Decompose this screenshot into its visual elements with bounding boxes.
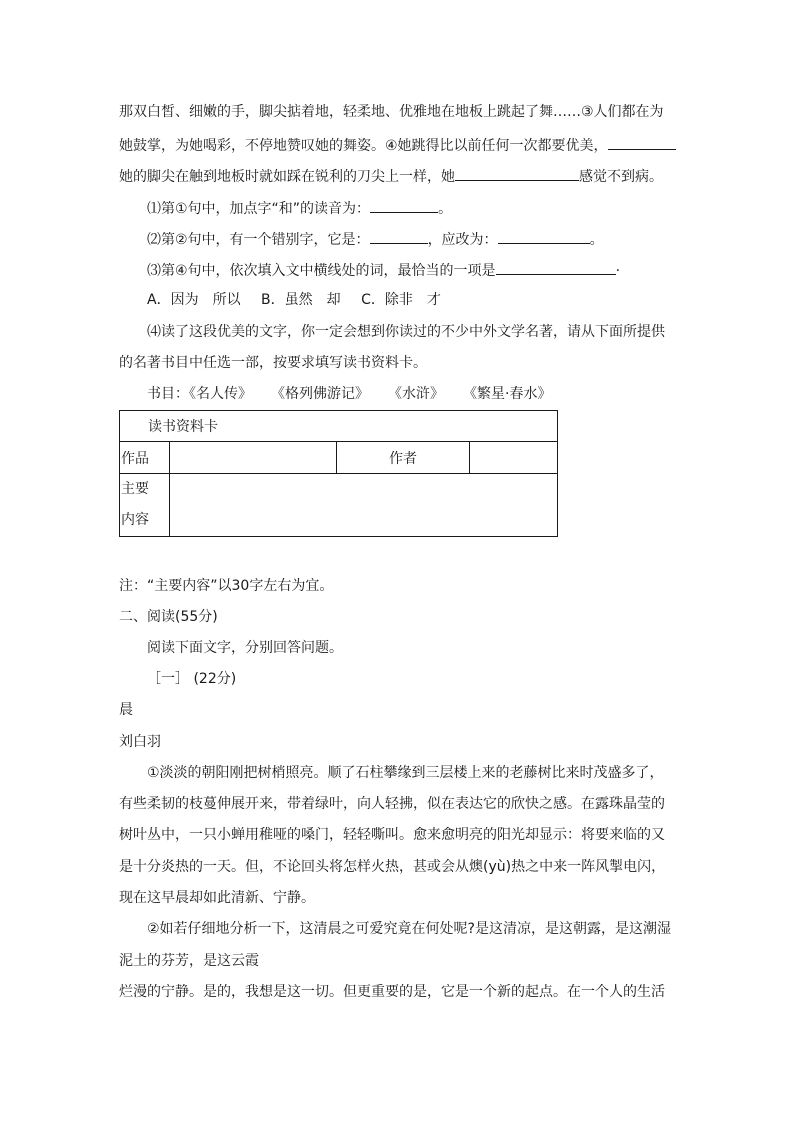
question-1 — [147, 197, 452, 217]
question-3 — [147, 259, 620, 279]
section-heading: 二、阅读(55分) — [119, 609, 218, 625]
question-1-blank[interactable] — [370, 197, 438, 213]
work-label: 作品 — [120, 442, 170, 474]
question-3-blank[interactable] — [496, 259, 616, 275]
passage-line-3 — [119, 165, 663, 185]
book-item: 《格列佛游记》 — [278, 386, 369, 402]
question-2-blank-b[interactable] — [498, 228, 590, 244]
question-2-mid: ，应改为： — [427, 232, 498, 248]
author-input-cell[interactable] — [470, 442, 558, 474]
essay-author: 刘白羽 — [119, 734, 161, 750]
work-input-cell[interactable] — [170, 442, 337, 474]
question-1-end: 。 — [438, 201, 453, 217]
option-b-letter[interactable]: B．虽然 — [261, 292, 313, 308]
answer-blank-1[interactable] — [608, 134, 676, 150]
option-a-letter[interactable]: A．因为 — [147, 292, 199, 308]
question-2-text: ⑵第②句中，有一个错别字，它是： — [147, 232, 370, 248]
question-4-line-1: ⑷读了这段优美的文字，你一定会想到你读过的不少中外文学名著，请从下面所提供 — [147, 324, 665, 340]
content-label-1: 主要 — [121, 481, 149, 497]
essay-p1-line: 有些柔韧的枝蔓伸展开来，带着绿叶，向人轻拂，似在表达它的欣快之感。在露珠晶莹的 — [119, 796, 665, 812]
essay-p1-line: 现在这早晨却如此清新、宁静。 — [119, 890, 315, 906]
passage-line-3-text-b: 感觉不到病。 — [579, 169, 663, 185]
essay-p1-line: ①淡淡的朝阳刚把树梢照亮。顺了石柱攀缘到三层楼上来的老藤树比来时茂盛多了， — [147, 765, 664, 781]
book-item: 《繁星·春水》 — [470, 386, 552, 402]
passage-line-2-text: 她鼓掌，为她喝彩，不停地赞叹她的舞姿。④她跳得比以前任何一次都要优美， — [119, 138, 608, 154]
part-label: ［一］ (22分) — [147, 671, 237, 687]
reading-card-table — [119, 410, 558, 537]
book-item: 《水浒》 — [395, 386, 444, 402]
essay-p1-line: 是十分炎热的一天。但，不论回头将怎样火热，甚或会从燠(yù)热之中来一阵风掣电闪， — [119, 859, 666, 875]
passage-line-3-text-a: 她的脚尖在触到地板时就如踩在锐利的刀尖上一样，她 — [119, 169, 455, 185]
book-item: 《名人传》 — [189, 386, 252, 402]
option-c-letter[interactable]: C．除非 — [361, 292, 413, 308]
reading-card-title: 读书资料卡 — [120, 411, 558, 442]
option-c-word: 才 — [426, 292, 441, 308]
question-2 — [147, 228, 604, 248]
question-3-options — [147, 290, 441, 310]
essay-p2-line: 烂漫的宁静。是的，我想是这一切。但更重要的是，它是一个新的起点。在一个人的生活 — [119, 984, 665, 1000]
answer-blank-2[interactable] — [455, 165, 579, 181]
essay-p2-line: ②如若仔细地分析一下，这清晨之可爱究竟在何处呢?是这清凉，是这朝露，是这潮湿 — [147, 921, 671, 937]
essay-p1-line: 树叶丛中，一只小蝉用稚哑的嗓门，轻轻嘶叫。愈来愈明亮的阳光却显示：将要来临的又 — [119, 827, 665, 843]
content-label-2: 内容 — [121, 512, 149, 528]
author-label: 作者 — [337, 442, 470, 474]
essay-p2-line: 泥土的芬芳，是这云霞 — [119, 953, 259, 969]
essay-title: 晨 — [119, 702, 133, 718]
question-3-text: ⑶第④句中，依次填入文中横线处的词，最恰当的一项是 — [147, 263, 496, 279]
note: 注：“主要内容”以30字左右为宜。 — [119, 578, 334, 594]
book-list — [147, 384, 551, 404]
content-input-cell[interactable] — [170, 474, 558, 537]
question-3-end: · — [615, 263, 621, 279]
section-instruction: 阅读下面文字，分别回答问题。 — [147, 640, 343, 656]
passage-line-1: 那双白皙、细嫩的手，脚尖掂着地，轻柔地、优雅地在地板上跳起了舞……③人们都在为 — [119, 104, 664, 120]
question-4-line-2: 的名著书目中任选一部，按要求填写读书资料卡。 — [119, 355, 427, 371]
question-1-text: ⑴第①句中，加点字“和”的读音为： — [147, 201, 371, 217]
question-2-blank-a[interactable] — [370, 228, 428, 244]
option-b-word: 却 — [326, 292, 341, 308]
question-2-end: 。 — [589, 232, 604, 248]
content-label — [120, 474, 170, 537]
book-list-label: 书目： — [147, 386, 189, 402]
passage-line-2 — [119, 134, 676, 154]
option-a-word: 所以 — [212, 292, 241, 308]
